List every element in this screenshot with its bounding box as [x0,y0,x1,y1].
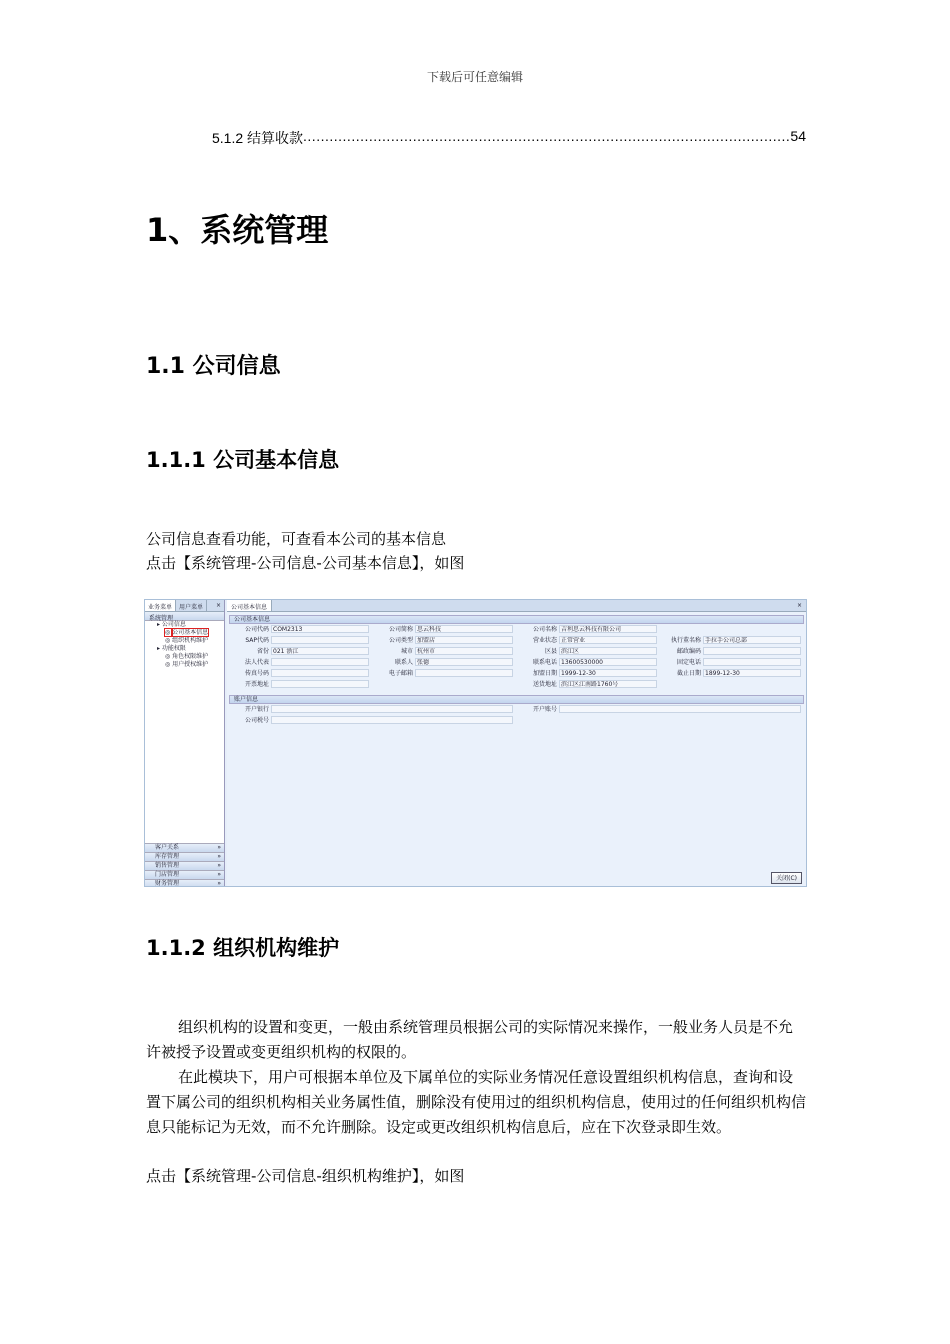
form-row [229,669,804,679]
nav-panel [145,600,225,887]
paragraph-intro: 公司信息查看功能，可查看本公司的基本信息 [146,530,447,548]
tree-item[interactable] [145,621,224,629]
field-label: 省份 [256,648,269,655]
field-value[interactable]: 1999-12-30 [559,669,657,677]
chevron-down-icon: » [217,844,221,851]
gear-icon: ◎ [165,637,173,644]
module-item[interactable] [145,870,224,879]
field-label: 联系电话 [532,659,557,666]
chevron-down-icon: » [217,871,221,878]
field-label: 营业状态 [532,637,557,644]
field-value[interactable]: 正常营业 [559,636,657,644]
folder-icon: ▸ [157,621,162,628]
field-label: 开户银行 [244,706,269,713]
field-value[interactable]: 吉利思云科技有限公司 [559,625,657,633]
field-label: 传真号码 [244,670,269,677]
heading-company-info: 1.1 公司信息 [146,354,281,379]
form-field [661,636,805,645]
tree-item[interactable] [145,653,224,661]
nav-tabs [145,600,224,612]
form-field [229,669,373,678]
module-list [145,843,224,887]
company-info-screenshot [144,599,807,887]
field-value[interactable]: COM2313 [271,625,369,633]
field-value[interactable]: 021 浙江 [271,647,369,655]
form-row [229,647,804,657]
field-value[interactable] [271,669,369,677]
group-basic-info: 公司基本信息 [229,615,804,624]
tree-item-label: 角色权限维护 [172,653,209,660]
tab-business-menu[interactable]: 业务菜单 [145,600,176,611]
module-item-label: 库存管理 [155,853,180,860]
module-item[interactable] [145,843,224,852]
tab-user-menu[interactable]: 用户菜单 [176,600,207,611]
form-field [229,716,517,725]
field-value[interactable]: 加盟店 [415,636,513,644]
form-field [517,625,661,634]
form-field [373,636,517,645]
field-value[interactable]: 13600530000 [559,658,657,666]
form-row [229,658,804,668]
heading-company-basic-info: 1.1.1 公司基本信息 [146,448,340,472]
module-item[interactable] [145,879,224,887]
field-label: 公司代码 [244,626,269,633]
tree-item-label: 组织机构维护 [172,637,209,644]
form-field [229,680,373,689]
form-field [373,647,517,656]
tree-item-label: 公司基本信息 [172,629,209,636]
nav-tree [145,621,224,669]
module-item-label: 财务管理 [155,880,180,887]
page-header: 下载后可任意编辑 [426,70,523,84]
form-row [229,716,804,726]
form-row [229,625,804,635]
field-label: SAP代码 [245,637,269,644]
field-value[interactable] [271,716,513,724]
field-label: 区县 [544,648,557,655]
toc-page: 54 [790,128,806,144]
chevron-down-icon: » [217,862,221,869]
field-value[interactable]: 滨江区江南路1760号 [559,680,657,688]
field-label: 公司类型 [388,637,413,644]
form-field [661,669,805,678]
form-field [661,647,805,656]
gear-icon: ◎ [165,629,173,636]
account-info-form [227,705,806,726]
form-field [229,658,373,667]
field-label: 截止日期 [676,670,701,677]
form-field [229,625,373,634]
field-label: 城市 [400,648,413,655]
field-value[interactable] [703,658,801,666]
field-value[interactable]: 1899-12-30 [703,669,801,677]
field-label: 邮政编码 [676,648,701,655]
form-row [229,705,804,715]
form-field [229,705,517,714]
field-label: 开户账号 [532,706,557,713]
field-label: 公司税号 [244,717,269,724]
field-value[interactable] [271,658,369,666]
form-row [229,680,804,690]
module-item[interactable] [145,861,224,870]
form-field [229,636,373,645]
chevron-down-icon: » [217,880,221,887]
field-value[interactable]: 杭州市 [415,647,513,655]
main-tabs [227,600,806,612]
module-item-label: 销售管理 [155,862,180,869]
close-icon[interactable]: × [796,602,802,609]
paragraph-org-detail: 在此模块下，用户可根据本单位及下属单位的实际业务情况任意设置组织机构信息，查询和设置下属公司的组织机构相关业务属性值，删除没有使用过的组织机构信息，使用过的任何组织机构信息只能标记为无效，而不允许删除。设定或更改组织机构信息后，应在下次登录即生效。 [146,1068,807,1136]
form-field [373,669,517,678]
toc-label: 5.1.2 结算收款 [212,130,304,146]
toc-leader [303,128,790,148]
form-field [661,658,805,667]
tree-item-label: 用户授权维护 [172,661,209,668]
form-field [517,647,661,656]
field-label: 送货地址 [532,681,557,688]
tree-header[interactable] [145,612,224,621]
gear-icon: ◎ [165,661,173,668]
field-label: 公司名称 [532,626,557,633]
form-row [229,636,804,646]
field-value[interactable] [703,647,801,655]
tree-item[interactable] [145,661,224,669]
form-field [517,680,661,689]
toc-entry[interactable] [212,128,806,148]
tab-company-basic-info[interactable]: 公司基本信息 [227,600,272,611]
form-field [229,647,373,656]
field-value[interactable] [271,680,369,688]
paragraph-click-org: 点击【系统管理-公司信息-组织机构维护】，如图 [146,1167,465,1185]
field-value[interactable] [271,636,369,644]
chevron-down-icon: » [217,853,221,860]
form-field [517,705,805,714]
gear-icon: ◎ [165,653,173,660]
tree-item-label: 功能权限 [161,645,186,652]
group-account-info: 账户信息 [229,695,804,704]
heading-org-maintenance: 1.1.2 组织机构维护 [146,936,340,960]
field-label: 公司简称 [388,626,413,633]
heading-system-management: 1、系统管理 [146,211,329,249]
tree-item[interactable] [145,629,224,637]
tree-item[interactable] [145,645,224,653]
form-field [517,658,661,667]
tree-item[interactable] [145,637,224,645]
form-field [373,625,517,634]
paragraph-click-basic: 点击【系统管理-公司信息-公司基本信息】，如图 [146,554,465,572]
field-value[interactable] [415,669,513,677]
form-field [517,669,661,678]
folder-icon: ▸ [157,645,162,652]
field-value[interactable]: 滨江区 [559,647,657,655]
basic-info-form [227,625,806,690]
module-item-label: 客户关系 [155,844,180,851]
module-item-label: 门店管理 [155,871,180,878]
field-label: 法人代表 [244,659,269,666]
field-value[interactable]: 张德 [415,658,513,666]
field-value[interactable] [559,705,801,713]
field-label: 开票地址 [244,681,269,688]
field-value[interactable] [271,705,513,713]
field-label: 电子邮箱 [388,670,413,677]
field-value[interactable]: 思云科技 [415,625,513,633]
module-item[interactable] [145,852,224,861]
field-label: 加盟日期 [532,670,557,677]
field-value[interactable]: 手拉手公司总部 [703,636,801,644]
field-label: 执行董名称 [670,637,701,644]
main-area [227,600,806,887]
paragraph-org-intro: 组织机构的设置和变更，一般由系统管理员根据公司的实际情况来操作，一般业务人员是不允许被授予设置或变更组织机构的权限的。 [146,1018,794,1061]
form-field [517,636,661,645]
field-label: 固定电话 [676,659,701,666]
form-field [373,658,517,667]
tree-header-label: 系统管理 [149,615,174,622]
tree-item-label: 公司信息 [161,621,186,628]
close-icon[interactable]: × [215,602,221,609]
field-label: 联系人 [394,659,413,666]
close-button[interactable]: 关闭(C) [771,872,802,884]
